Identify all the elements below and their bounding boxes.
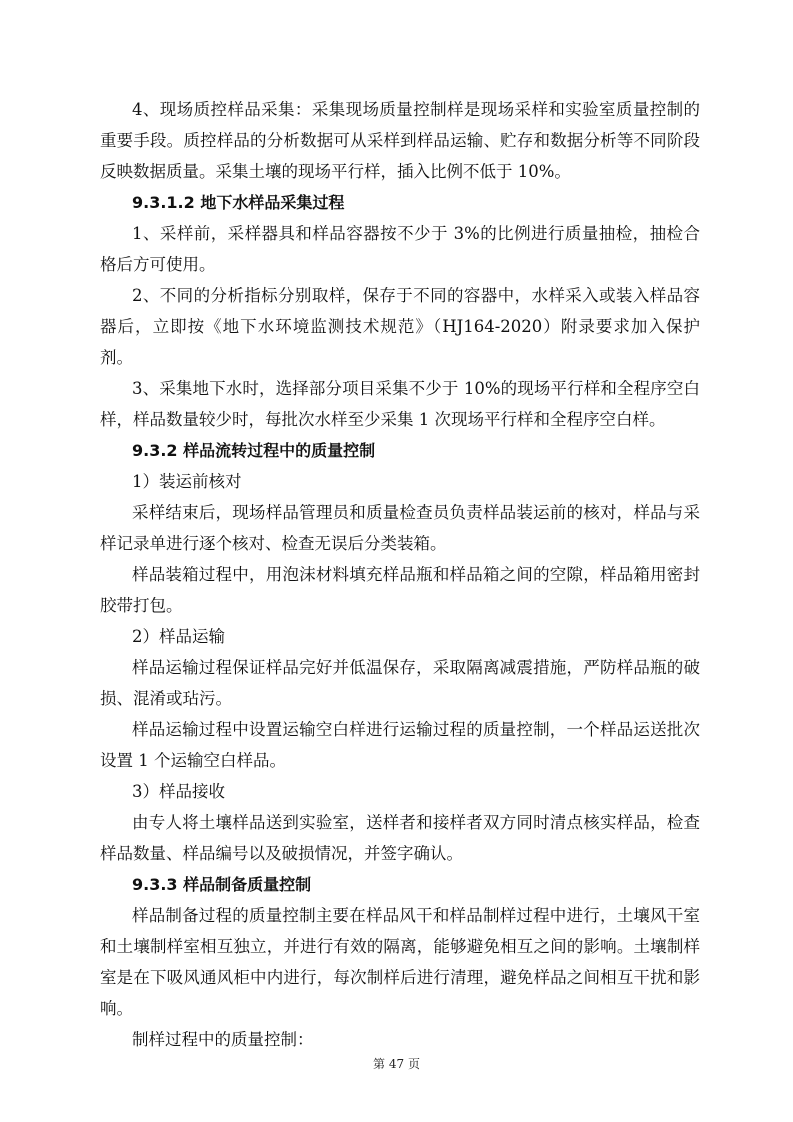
section-heading-groundwater-sampling: 9.3.1.2 地下水样品采集过程	[132, 193, 345, 212]
paragraph-packing: 样品装箱过程中，用泡沫材料填充样品瓶和样品箱之间的空隙，样品箱用密封胶带打包。	[100, 565, 700, 615]
document-body	[100, 94, 700, 1055]
paragraph-preparation-quality-control: 制样过程中的质量控制：	[132, 1030, 314, 1049]
paragraph-pre-shipment-check: 采样结束后，现场样品管理员和质量检查员负责样品装运前的核对，样品与采样记录单进行逐个核对、检查无误后分类装箱。	[100, 503, 700, 553]
paragraph-groundwater-parallel-samples: 3、采集地下水时，选择部分项目采集不少于 10%的现场平行样和全程序空白样，样品数量较少时，每批次水样至少采集 1 次现场平行样和全程序空白样。	[100, 379, 700, 429]
paragraph-transport-preservation: 样品运输过程保证样品完好并低温保存，采取隔离减震措施，严防样品瓶的破损、混淆或玷污。	[100, 658, 700, 708]
paragraph-transport-blank: 样品运输过程中设置运输空白样进行运输过程的质量控制，一个样品运送批次设置 1 个运输空白样品。	[100, 720, 700, 770]
paragraph-sample-receipt: 由专人将土壤样品送到实验室，送样者和接样者双方同时清点核实样品，检查样品数量、样品编号以及破损情况，并签字确认。	[100, 813, 700, 863]
subheading-sample-receipt: 3）样品接收	[132, 782, 225, 801]
page-number: 第 47 页	[373, 1057, 420, 1071]
paragraph-separate-containers: 2、不同的分析指标分别取样，保存于不同的容器中，水样采入或装入样品容器后，立即按《地下水环境监测技术规范》（HJ164-2020）附录要求加入保护剂。	[100, 286, 700, 367]
paragraph-preparation-control: 样品制备过程的质量控制主要在样品风干和样品制样过程中进行，土壤风干室和土壤制样室相互独立，并进行有效的隔离，能够避免相互之间的影响。土壤制样室是在下吸风通风柜中内进行，每次制样后进行清理，避免样品之间相互干扰和影响。	[100, 906, 700, 1018]
subheading-sample-transport: 2）样品运输	[132, 627, 225, 646]
paragraph-pre-sampling-check: 1、采样前，采样器具和样品容器按不少于 3%的比例进行质量抽检，抽检合格后方可使用。	[100, 224, 700, 274]
section-heading-sample-preparation: 9.3.3 样品制备质量控制	[132, 875, 312, 894]
subheading-pre-shipment-check: 1）装运前核对	[132, 472, 242, 491]
paragraph-quality-control-sampling: 4、现场质控样品采集：采集现场质量控制样是现场采样和实验室质量控制的重要手段。质控样品的分析数据可从采样到样品运输、贮存和数据分析等不同阶段反映数据质量。采集土壤的现场平行样，插入比例不低于 10%。	[100, 100, 700, 181]
section-heading-sample-transfer: 9.3.2 样品流转过程中的质量控制	[132, 441, 376, 460]
